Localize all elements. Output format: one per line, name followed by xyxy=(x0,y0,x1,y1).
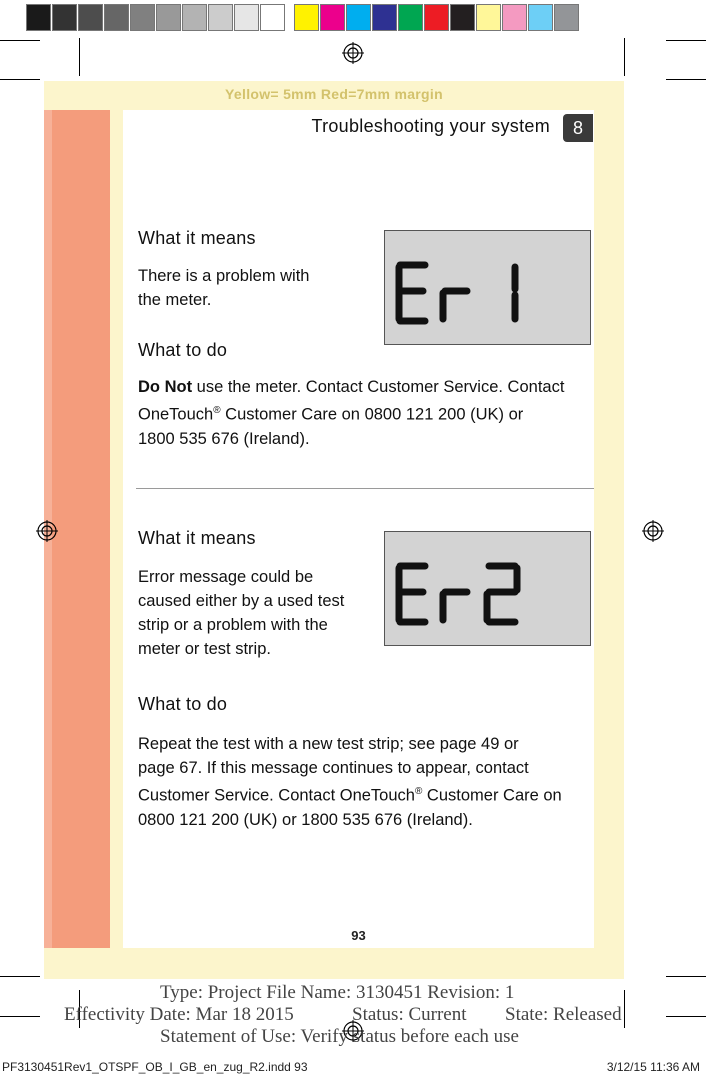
section-heading-what-it-means: What it means xyxy=(138,228,256,248)
crop-mark xyxy=(0,79,40,80)
swatch xyxy=(450,4,475,31)
doc-meta-status: Status: Current xyxy=(352,1004,467,1025)
page-number: 93 xyxy=(351,928,366,943)
swatch xyxy=(260,4,285,31)
doc-meta-state: State: Released xyxy=(505,1004,622,1025)
registration-mark-icon xyxy=(642,520,664,542)
crop-mark xyxy=(0,40,40,41)
do-text: Repeat the test with a new test strip; see page 49 or page 67. If this message continues to appear, contact Customer Service. Contact OneTouch® Customer Care on 0800 121 200 (UK) or 1800 535 676 (Ireland). xyxy=(138,735,562,829)
swatch xyxy=(528,4,553,31)
swatch xyxy=(130,4,155,31)
swatch xyxy=(52,4,77,31)
swatch xyxy=(26,4,51,31)
means-text: There is a problem with the meter. xyxy=(138,267,310,309)
crop-mark xyxy=(624,38,625,76)
doc-meta-effectivity: Effectivity Date: Mar 18 2015 xyxy=(64,1004,294,1025)
crop-mark xyxy=(624,990,625,1028)
margin-note: Yellow= 5mm Red=7mm margin xyxy=(225,86,443,102)
swatch xyxy=(398,4,423,31)
section-divider xyxy=(136,488,594,489)
section-heading-what-to-do: What to do xyxy=(138,340,228,360)
crop-mark xyxy=(0,1016,40,1017)
crop-mark xyxy=(666,1016,706,1017)
swatch xyxy=(502,4,527,31)
swatch xyxy=(320,4,345,31)
chapter-badge: 8 xyxy=(563,114,593,142)
crop-mark xyxy=(79,38,80,76)
section-heading-what-to-do: What to do xyxy=(138,694,228,714)
swatch xyxy=(104,4,129,31)
swatch xyxy=(182,4,207,31)
swatch xyxy=(346,4,371,31)
slug-datetime: 3/12/15 11:36 AM xyxy=(606,1060,700,1074)
swatch xyxy=(424,4,449,31)
section-heading-what-it-means: What it means xyxy=(138,528,256,548)
lcd-display xyxy=(384,230,591,345)
lcd-segment-readout-er1 xyxy=(385,231,590,344)
registration-mark-icon xyxy=(36,520,58,542)
crop-mark xyxy=(666,976,706,977)
color-calibration-bar xyxy=(26,4,580,31)
do-text: Do Not use the meter. Contact Customer Service. Contact OneTouch® Customer Care on 0800 121 200 (UK) or 1800 535 676 (Ireland). xyxy=(138,378,565,448)
swatch xyxy=(78,4,103,31)
registration-mark-icon xyxy=(342,42,364,64)
doc-meta-statement: Statement of Use: Verify status before each use xyxy=(160,1026,519,1047)
crop-mark xyxy=(0,976,40,977)
crop-mark xyxy=(666,40,706,41)
crop-mark xyxy=(666,79,706,80)
lcd-display xyxy=(384,531,591,646)
swatch xyxy=(234,4,259,31)
means-text: Error message could be caused either by a used test strip or a problem with the meter or test strip. xyxy=(138,568,345,658)
lcd-segment-readout-er2 xyxy=(385,532,590,645)
swatch xyxy=(156,4,181,31)
swatch xyxy=(208,4,233,31)
doc-meta-line: Type: Project File Name: 3130451 Revision: 1 xyxy=(160,982,515,1003)
slug-filename: PF3130451Rev1_OTSPF_OB_I_GB_en_zug_R2.indd 93 xyxy=(2,1060,308,1074)
page-title: Troubleshooting your system xyxy=(311,116,550,136)
swatch xyxy=(372,4,397,31)
swatch xyxy=(476,4,501,31)
swatch xyxy=(554,4,579,31)
swatch xyxy=(294,4,319,31)
